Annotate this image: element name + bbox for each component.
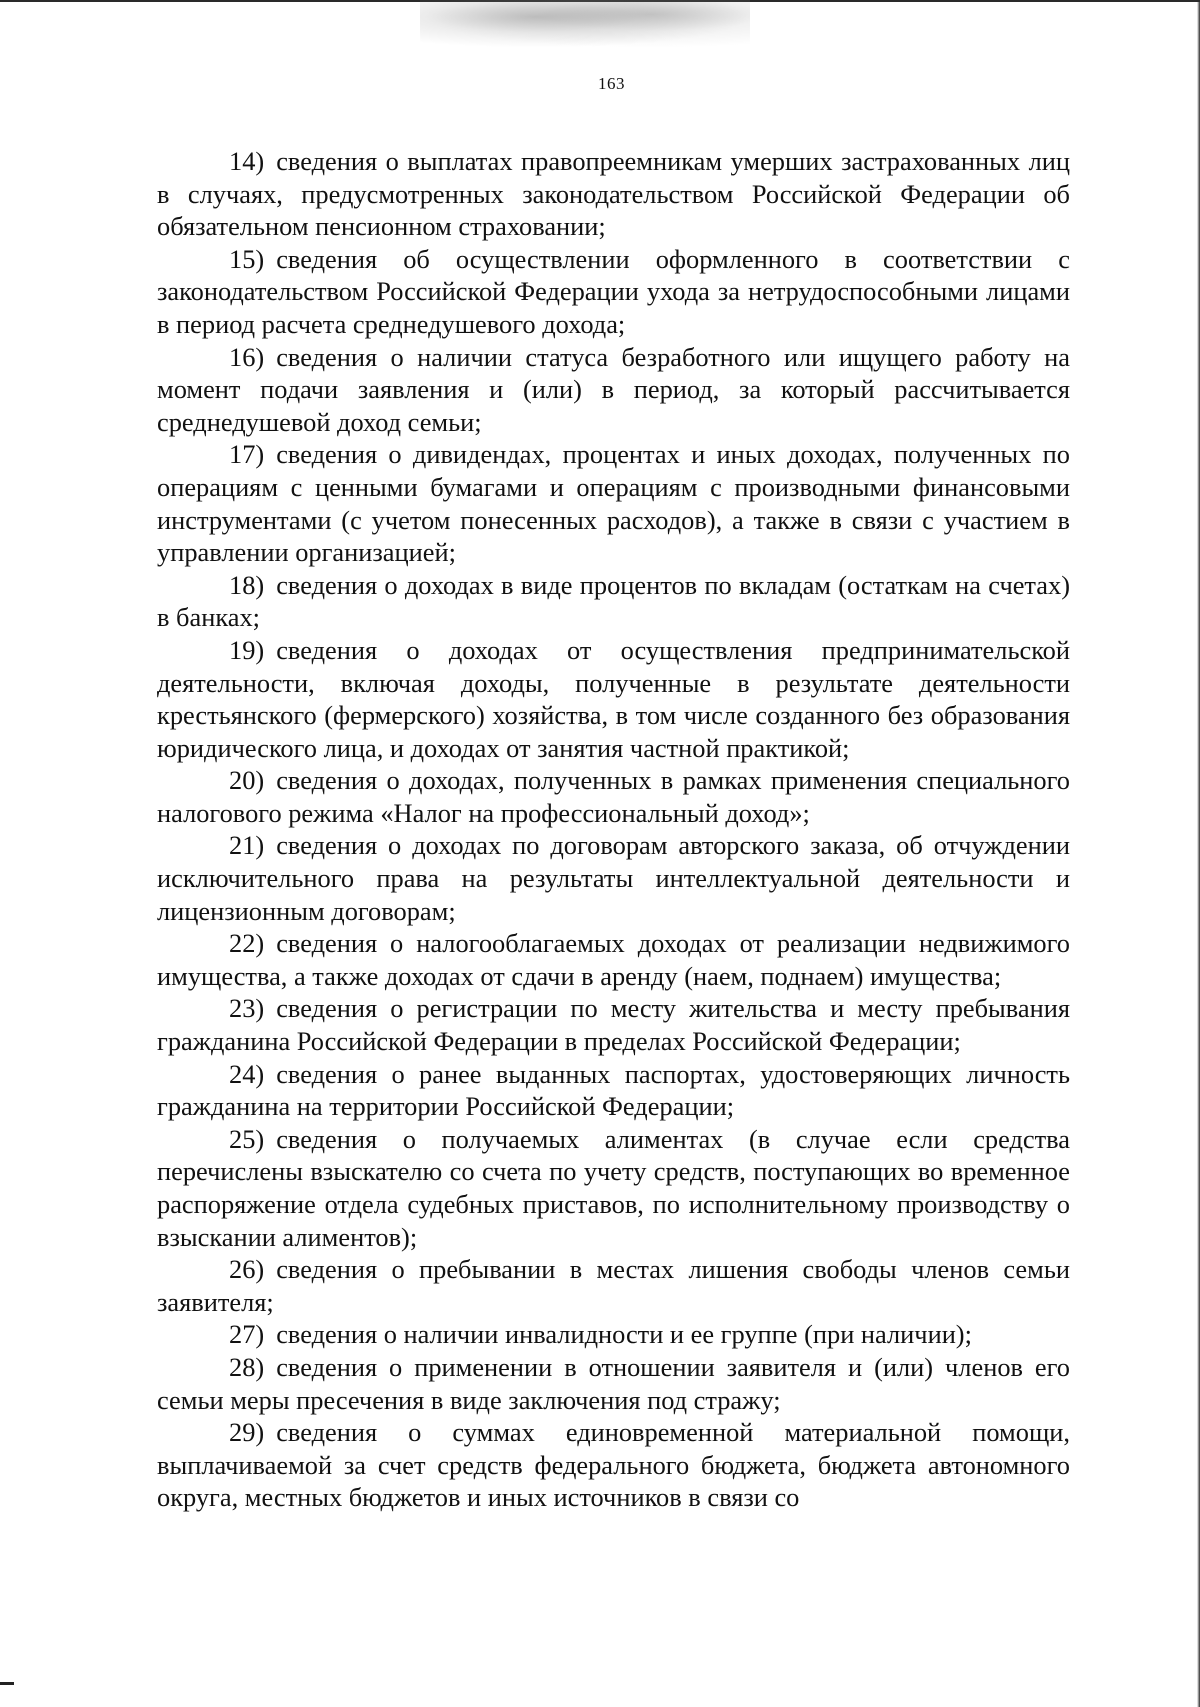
item-text: сведения о наличии статуса безработного или ищущего работу на момент подачи заявления и (или) в период, за который рассчитывается среднедушевой доход семьи; bbox=[157, 341, 1070, 437]
item-text: сведения о доходах от осуществления предпринимательской деятельности, включая доходы, полученные в результате деятельности крестьянского (фермерского) хозяйства, в том числе созданного без образования юридического лица, и доходах от занятия частной практикой; bbox=[157, 634, 1070, 763]
item-number: 26) bbox=[229, 1254, 265, 1285]
scan-smudge bbox=[420, 0, 750, 48]
list-item bbox=[157, 1416, 1070, 1514]
page-number: 163 bbox=[598, 74, 625, 93]
list-item bbox=[157, 829, 1070, 927]
item-number: 15) bbox=[229, 243, 265, 274]
list-item bbox=[157, 992, 1070, 1057]
item-text: сведения о налогооблагаемых доходах от реализации недвижимого имущества, а также доходах от сдачи в аренду (наем, поднаем) имущества; bbox=[157, 928, 1070, 991]
item-text: сведения о выплатах правопреемникам умерших застрахованных лиц в случаях, предусмотренных законодательством Российской Федерации об обязательном пенсионном страховании; bbox=[157, 146, 1070, 242]
document-body bbox=[157, 145, 1070, 1514]
item-number: 18) bbox=[229, 569, 265, 600]
item-text: сведения о суммах единовременной материальной помощи, выплачиваемой за счет средств федерального бюджета, бюджета автономного округа, местных бюджетов и иных источников в связи со bbox=[157, 1417, 1070, 1513]
item-number: 21) bbox=[229, 830, 265, 861]
item-text: сведения о доходах в виде процентов по вкладам (остаткам на счетах) в банках; bbox=[157, 569, 1070, 633]
list-item bbox=[157, 569, 1070, 634]
item-text: сведения о ранее выданных паспортах, удостоверяющих личность гражданина на территории Российской Федерации; bbox=[157, 1058, 1070, 1122]
scan-mark bbox=[0, 1682, 14, 1685]
list-item bbox=[157, 1318, 1070, 1351]
list-item bbox=[157, 145, 1070, 243]
list-item bbox=[157, 764, 1070, 829]
item-number: 25) bbox=[229, 1123, 265, 1154]
list-item bbox=[157, 634, 1070, 764]
item-text: сведения о пребывании в местах лишения свободы членов семьи заявителя; bbox=[157, 1254, 1070, 1317]
list-item bbox=[157, 1253, 1070, 1318]
item-text: сведения о доходах, полученных в рамках применения специального налогового режима «Налог на профессиональный доход»; bbox=[157, 765, 1070, 828]
list-item bbox=[157, 438, 1070, 568]
list-item bbox=[157, 1058, 1070, 1123]
item-number: 14) bbox=[229, 146, 265, 176]
list-item bbox=[157, 1123, 1070, 1253]
item-number: 23) bbox=[229, 993, 265, 1024]
item-text: сведения о доходах по договорам авторского заказа, об отчуждении исключительного права на результаты интеллектуальной деятельности и лицензионным договорам; bbox=[157, 830, 1070, 926]
item-number: 19) bbox=[229, 634, 265, 665]
item-number: 29) bbox=[229, 1417, 265, 1448]
item-number: 16) bbox=[229, 341, 265, 372]
item-text: сведения о наличии инвалидности и ее группе (при наличии); bbox=[276, 1319, 972, 1350]
list-item bbox=[157, 927, 1070, 992]
list-item bbox=[157, 341, 1070, 439]
item-text: сведения о применении в отношении заявителя и (или) членов его семьи меры пресечения в виде заключения под стражу; bbox=[157, 1351, 1070, 1415]
item-number: 24) bbox=[229, 1058, 265, 1089]
item-number: 17) bbox=[229, 439, 265, 470]
list-item bbox=[157, 1351, 1070, 1416]
item-text: сведения о дивидендах, процентах и иных доходах, полученных по операциям с ценными бумагами и операциям с производными финансовыми инструментами (с учетом понесенных расходов), а также в связи с участием в управлении организацией; bbox=[157, 439, 1070, 568]
item-number: 22) bbox=[229, 928, 265, 959]
item-number: 27) bbox=[229, 1319, 265, 1350]
item-text: сведения об осуществлении оформленного в соответствии с законодательством Российской Федерации ухода за нетрудоспособными лицами в период расчета среднедушевого дохода; bbox=[157, 243, 1070, 339]
item-number: 28) bbox=[229, 1351, 265, 1382]
item-text: сведения о регистрации по месту жительства и месту пребывания гражданина Российской Федерации в пределах Российской Федерации; bbox=[157, 993, 1070, 1057]
list-item bbox=[157, 243, 1070, 341]
item-text: сведения о получаемых алиментах (в случае если средства перечислены взыскателю со счета по учету средств, поступающих во временное распоряжение отдела судебных приставов, по исполнительному производству о взыскании алиментов); bbox=[157, 1123, 1070, 1252]
item-number: 20) bbox=[229, 765, 265, 796]
